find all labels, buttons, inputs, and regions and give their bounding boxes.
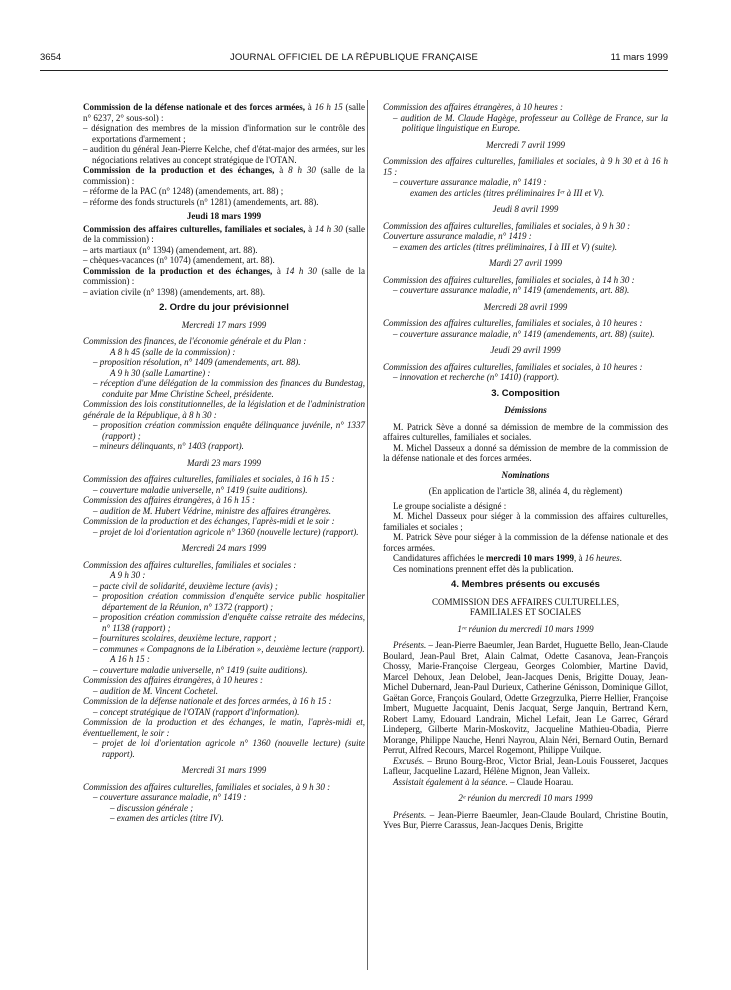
left-column (83, 102, 365, 824)
schedule-block (383, 275, 668, 296)
text-line: – fournitures scolaires, deuxième lecture, rapport ; (93, 633, 277, 643)
text-line: M. Michel Dasseux pour siéger à la commission des affaires culturelles, familiales et sociales ; (383, 511, 668, 532)
date-heading: Mercredi 17 mars 1999 (181, 319, 267, 330)
subsection-heading: Démissions (504, 405, 547, 415)
text-line: – concept stratégique de l'OTAN (rapport d'information). (93, 706, 300, 717)
text-line: – discussion générale ; (110, 802, 194, 813)
text-line: Commission des affaires étrangères, à 10 heures : (383, 102, 563, 112)
agenda-items (83, 287, 365, 298)
agenda-entry: Commission des affaires culturelles, familiales et sociales, à 14 h 30 (salle de la commission) : (83, 223, 366, 244)
section-heading: 3. Composition (491, 387, 560, 399)
section-heading: 4. Membres présents ou excusés (451, 579, 600, 590)
text-line: – pacte civil de solidarité, deuxième lecture (avis) ; (93, 580, 278, 591)
rule-reference: (En application de l'article 38, alinéa 4, du règlement) (428, 486, 623, 496)
commission-title: COMMISSION DES AFFAIRES CULTURELLES, (431, 596, 620, 607)
section-heading: 2. Ordre du jour prévisionnel (159, 302, 289, 313)
text-line: Commission de la production et des échanges, l'après-midi et le soir : (83, 516, 335, 526)
date-heading: Mercredi 7 avril 1999 (485, 139, 566, 150)
schedule-block (383, 362, 668, 383)
date-heading: Mercredi 24 mars 1999 (181, 543, 267, 553)
date-heading: Jeudi 8 avril 1999 (492, 204, 559, 214)
text-line: Commission des affaires culturelles, familiales et sociales, à 16 h 15 : (83, 474, 335, 484)
text-line: Commission des finances, de l'économie générale et du Plan : (83, 336, 307, 346)
text-line: Commission des affaires culturelles, familiales et sociales, à 9 h 30 et à 16 h 15 : (383, 156, 668, 177)
text-line: – proposition création commission d'enquête service public hospitalier département de la Réunion, n° 1372 (rapport) ; (93, 591, 365, 612)
agenda-entry: Commission de la production et des échanges, à 8 h 30 (salle de la commission) : (83, 165, 366, 186)
text-line: M. Patrick Sève a donné sa démission de membre de la commission des affaires culturelles, familiales et sociales. (383, 421, 668, 442)
day-heading: Jeudi 18 mars 1999 (186, 211, 262, 221)
text-line: Commission des affaires étrangères, à 10 heures : (83, 675, 263, 685)
date-heading: Mercredi 31 mars 1999 (181, 765, 267, 775)
schedule-block (83, 336, 365, 452)
text-line: Commission des affaires culturelles, familiales et sociales, à 9 h 30 : (383, 220, 631, 231)
text-line: M. Patrick Sève pour siéger à la commission de la défense nationale et des forces armées. (383, 532, 668, 553)
text-line: examen des articles (titres préliminaires Iᵉʳ à III et V). (410, 187, 605, 198)
text-line: – projet de loi d'orientation agricole n° 1360 (nouvelle lecture) (rapport). (93, 526, 359, 537)
schedule-block (83, 474, 365, 537)
date-heading: Jeudi 29 avril 1999 (490, 345, 561, 355)
text-line: – proposition résolution, n° 1409 (amendements, art. 88). (93, 357, 301, 367)
text-line: – communes « Compagnons de la Libération », deuxième lecture (rapport). (93, 643, 365, 654)
text-line: Commission des affaires culturelles, familiales et sociales, à 10 heures : (383, 318, 643, 328)
meeting-heading: 2ᵉ réunion du mercredi 10 mars 1999 (458, 793, 593, 803)
text-line: – réforme des fonds structurels (n° 1281) (amendements, art. 88). (83, 196, 319, 207)
right-column (383, 102, 668, 831)
text-line: Commission des affaires culturelles, familiales et sociales, à 10 heures : (383, 361, 643, 372)
text-line: – couverture maladie universelle, n° 1419 (suite auditions). (93, 664, 308, 675)
text-line: – projet de loi d'orientation agricole n° 1360 (nouvelle lecture) (suite rapport). (93, 738, 365, 759)
text-line: – couverture assurance maladie, n° 1419 : (93, 792, 247, 802)
date-heading: Mercredi 28 avril 1999 (483, 301, 568, 312)
text-line: Commission des affaires culturelles, familiales et sociales : (83, 559, 297, 570)
text-line: Commission des affaires culturelles, familiales et sociales, à 9 h 30 : (83, 781, 331, 792)
text-line: – innovation et recherche (n° 1410) (rapport). (393, 372, 560, 382)
commission-title: FAMILIALES ET SOCIALES (469, 607, 582, 617)
text-line: – désignation des membres de la mission d'information sur le contrôle des exportations d'armement ; (83, 123, 365, 144)
schedule-block (83, 560, 365, 760)
agenda-items (83, 245, 365, 266)
attendance-excused: Excusés. – Bruno Bourg-Broc, Victor Brial, Jean-Louis Fousseret, Jacques Lafleur, Jacqueline Lazard, Hélène Mignon, Jean Valleix. (383, 755, 668, 776)
date-heading: Mardi 23 mars 1999 (187, 457, 261, 468)
text-line: M. Michel Dasseux a donné sa démission de membre de la commission de la défense nationale et des forces armées. (383, 442, 668, 463)
text-line: Commission des lois constitutionnelles, de la législation et de l'administration générale de la République, à 8 h 30 : (83, 399, 365, 420)
text-line: – réception d'une délégation de la commission des finances du Bundestag, conduite par Mme Christine Scheel, présidente. (93, 378, 365, 399)
text-line: Le groupe socialiste a désigné : (393, 500, 507, 511)
text-line: – examen des articles (titre IV). (110, 813, 224, 823)
text-line: – couverture assurance maladie, n° 1419 (amendements, art. 88) (suite). (393, 328, 655, 339)
text-line: – mineurs délinquants, n° 1403 (rapport). (93, 441, 244, 451)
text-line: Couverture assurance maladie, n° 1419 : (383, 231, 532, 241)
schedule-block (383, 318, 668, 339)
meeting-heading: 1ʳᵉ réunion du mercredi 10 mars 1999 (457, 623, 594, 634)
paragraph-block (383, 501, 668, 554)
text-line: – aviation civile (n° 1398) (amendements, art. 88). (83, 286, 266, 297)
text-line: – chèques-vacances (n° 1074) (amendement, art. 88). (83, 255, 275, 265)
schedule-block (383, 102, 668, 134)
text-line: – couverture assurance maladie, n° 1419 : (393, 177, 547, 187)
agenda-items (83, 123, 365, 165)
effect-note: Ces nominations prennent effet dès la publication. (393, 563, 574, 574)
subsection-heading: Nominations (501, 469, 550, 480)
date-heading: Mardi 27 avril 1999 (489, 258, 562, 268)
text-line: – arts martiaux (n° 1394) (amendement, art. 88). (83, 244, 258, 255)
schedule-block (383, 156, 668, 198)
text-line: A 9 h 30 (salle Lamartine) : (110, 367, 211, 378)
text-line: A 16 h 15 : (110, 654, 150, 664)
attendance-present: Présents. – Jean-Pierre Baeumler, Jean Bardet, Huguette Bello, Jean-Claude Boulard, Jean-Paul Bret, Alain Calmat, Odette Casanova, Jean-François Chossy, Marie-Françoise Clergeau, Georges Colombier, Martine David, Marcel Dehoux, Jean Delobel, Jean-Jacques Denis, Brigitte Douay, Jean-Michel Dubernard, Jean-Paul Durieux, Catherine Génisson, Dominique Gillot, Gaëtan Gorce, François Goulard, Odette Grzegrzulka, Pierre Hellier, Françoise Imbert, Muguette Jacquaint, Denis Jacquat, Serge Janquin, Bertrand Kern, Robert Lamy, Edouard Landrain, Michel Lefait, Jean Le Garrec, Gérard Lindeperg, Gilberte Marin-Moskovitz, Jacqueline Mathieu-Obadia, Pierre Morange, Philippe Nauche, Henri Nayrou, Alain Néri, Bernard Outin, Bernard Perrut, Alfred Recours, Marcel Rogemont, Philippe Vuilque. (383, 640, 668, 755)
page-number: 3654 (40, 52, 62, 63)
text-line: Commission des affaires culturelles, familiales et sociales, à 14 h 30 : (383, 274, 635, 285)
text-line: – audition de M. Claude Hagège, professeur au Collège de France, sur la politique linguistique en Europe. (393, 112, 668, 133)
text-line: Commission de la défense nationale et des forces armées, à 16 h 15 : (83, 696, 332, 706)
text-line: – audition du général Jean-Pierre Kelche, chef d'état-major des armées, sur les négociations relatives au concept stratégique de l'OTAN. (83, 144, 365, 165)
text-line: – audition de M. Vincent Cochetel. (93, 685, 219, 696)
agenda-items (83, 186, 365, 207)
text-line: – examen des articles (titres préliminaires, I à III et V) (suite). (393, 241, 618, 252)
page-header (40, 52, 668, 66)
journal-title: JOURNAL OFFICIEL DE LA RÉPUBLIQUE FRANÇAISE (229, 52, 479, 63)
column-separator (367, 100, 368, 970)
text-line: A 8 h 45 (salle de la commission) : (110, 346, 236, 357)
text-line: Commission de la production et des échanges, le matin, l'après-midi et, éventuellement, le soir : (83, 717, 365, 738)
agenda-entry: Commission de la défense nationale et des forces armées, à 16 h 15 (salle n° 6237, 2° sous-sol) : (83, 102, 365, 123)
text-line: Commission des affaires étrangères, à 16 h 15 : (83, 495, 256, 505)
candidatures-note: Candidatures affichées le mercredi 10 mars 1999, à 16 heures. (393, 553, 622, 563)
text-line: – couverture maladie universelle, n° 1419 (suite auditions). (93, 484, 308, 495)
text-line: – proposition création commission d'enquête caisse retraite des médecins, n° 1138 (rapport) ; (93, 612, 365, 633)
text-line: – proposition création commission enquête délinquance juvénile, n° 1337 (rapport) ; (93, 420, 365, 441)
schedule-block (83, 782, 365, 824)
schedule-block (383, 221, 668, 253)
text-line: – réforme de la PAC (n° 1248) (amendements, art. 88) ; (83, 186, 284, 196)
header-rule (40, 70, 668, 71)
text-line: – couverture assurance maladie, n° 1419 (amendements, art. 88). (393, 285, 630, 295)
attendance-present: Présents. – Jean-Pierre Baeumler, Jean-Claude Boulard, Christine Boutin, Yves Bur, Pierre Carassus, Jean-Jacques Denis, Brigitte (383, 809, 668, 830)
issue-date: 11 mars 1999 (610, 52, 668, 63)
attendance-also: Assistait également à la séance. – Claude Hoarau. (393, 776, 574, 787)
paragraph-block (383, 422, 668, 464)
text-line: A 9 h 30 : (110, 570, 146, 580)
text-line: – audition de M. Hubert Védrine, ministre des affaires étrangères. (93, 505, 331, 516)
agenda-entry: Commission de la production et des échanges, à 14 h 30 (salle de la commission) : (83, 265, 366, 286)
